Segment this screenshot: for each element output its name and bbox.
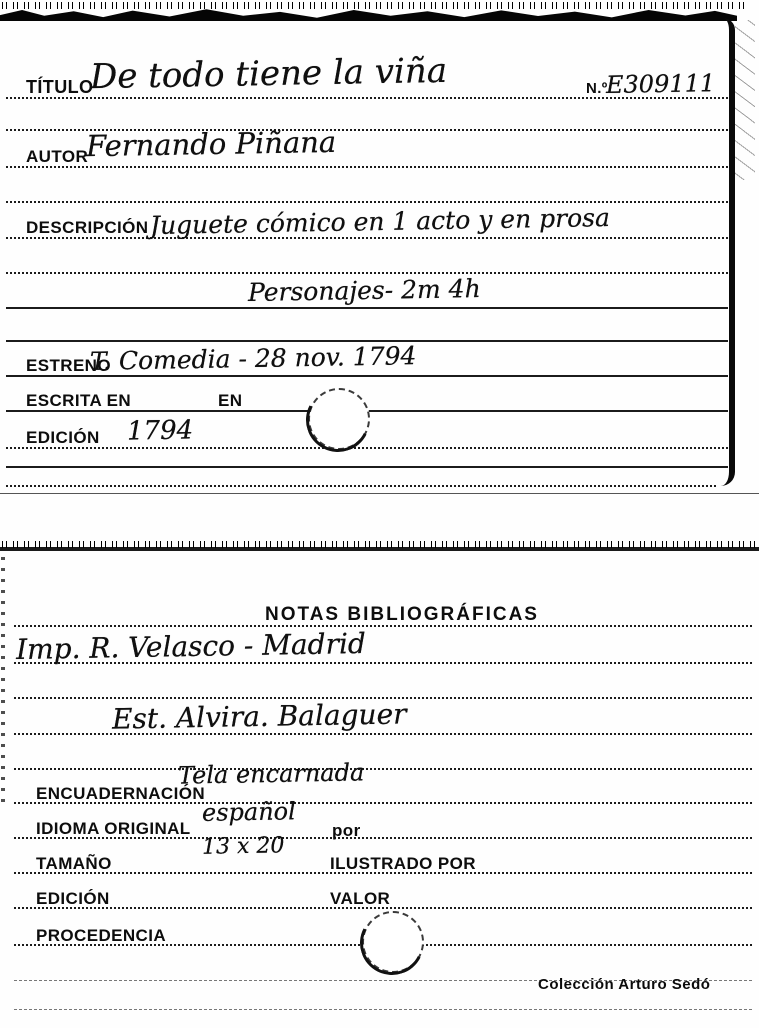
scan-noise-left (1, 552, 5, 802)
field-label-ilustrado-por: ILUSTRADO POR (330, 854, 476, 873)
field-value-idioma-original: español (201, 797, 297, 827)
field-label-edicion-2: EDICIÓN (36, 889, 110, 908)
card-number-label: N.º (586, 80, 608, 97)
field-label-valor: VALOR (330, 889, 391, 908)
field-label-idioma-original: IDIOMA ORIGINAL (36, 819, 191, 838)
field-label-procedencia: PROCEDENCIA (36, 926, 167, 945)
field-value-descripcion: Juguete cómico en 1 acto y en prosa (149, 202, 611, 241)
field-value-estreno: T. Comedia - 28 nov. 1794 (89, 341, 417, 376)
catalog-card-bottom (0, 528, 759, 1028)
note-line-1: Imp. R. Velasco - Madrid (15, 626, 367, 667)
field-label-por: por (332, 821, 361, 840)
scan-separator (0, 493, 759, 494)
torn-edge-fuzz-bottom-card (0, 541, 759, 548)
field-label-autor: AUTOR (26, 147, 89, 166)
ruled-line (14, 768, 752, 770)
field-label-encuadernacion: ENCUADERNACIÓN (36, 784, 205, 803)
field-label-escrita-en: ESCRITA EN (26, 391, 132, 410)
field-value-edicion: 1794 (126, 415, 194, 447)
punch-hole-arc (352, 903, 433, 984)
field-label-titulo: TÍTULO (26, 77, 94, 97)
ruled-line (14, 1009, 752, 1010)
field-label-edicion: EDICIÓN (26, 428, 100, 447)
note-line-2: Est. Alvira. Balaguer (111, 697, 407, 736)
punch-hole (362, 911, 424, 973)
field-value-autor: Fernando Piñana (85, 124, 337, 164)
torn-edge-fuzz-top (0, 2, 745, 9)
field-value-encuadernacion: Tela encarnada (177, 758, 365, 790)
field-label-descripcion: DESCRIPCIÓN (26, 218, 149, 237)
collection-credit: Colección Arturo Sedó (538, 976, 711, 993)
field-label-tamano: TAMAÑO (36, 854, 112, 873)
field-label-en: EN (218, 391, 243, 410)
punch-hole (308, 388, 370, 450)
field-value-titulo: De todo tiene la viña (89, 50, 448, 98)
card-number-value: E309111 (605, 69, 716, 99)
notes-header: NOTAS BIBLIOGRÁFICAS (265, 604, 539, 625)
field-label-estreno: ESTRENO (26, 356, 111, 375)
field-value-personajes: Personajes- 2m 4h (247, 273, 481, 308)
catalog-card-top (0, 0, 759, 500)
scan-noise-right (735, 20, 755, 180)
field-value-tamano: 13 x 20 (201, 833, 285, 860)
